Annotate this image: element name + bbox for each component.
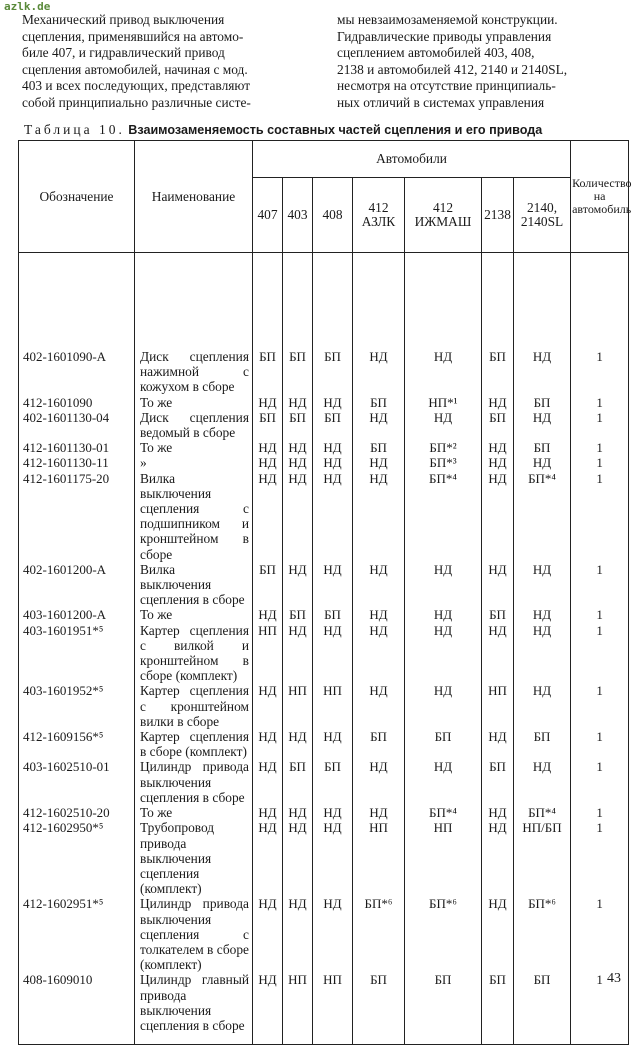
- row-name: Цилиндр главный привода выключения сцепления в сборе: [135, 972, 253, 1045]
- row-value: БП: [405, 972, 482, 1045]
- intro-line: сцеплением автомобилей 403, 408,: [337, 45, 535, 61]
- table-row: [19, 820, 629, 896]
- row-value: НП: [405, 820, 482, 896]
- row-value: НД: [514, 455, 571, 470]
- row-value: НД: [405, 623, 482, 684]
- row-quantity: 1: [571, 253, 629, 395]
- row-name: Цилиндр привода выключения сцепления в сборе: [135, 759, 253, 805]
- row-value: БП*⁴: [514, 805, 571, 820]
- row-code: 412-1602950*⁵: [19, 820, 135, 896]
- row-code: 412-1602951*⁵: [19, 896, 135, 972]
- table-row: [19, 896, 629, 972]
- row-value: НД: [514, 623, 571, 684]
- table-caption: [24, 122, 542, 138]
- row-value: НД: [482, 440, 514, 455]
- row-code: 412-1601130-11: [19, 455, 135, 470]
- row-value: БП: [283, 410, 313, 440]
- header-car: 403: [283, 178, 313, 253]
- row-code: 403-1602510-01: [19, 759, 135, 805]
- row-value: НД: [405, 410, 482, 440]
- row-value: БП*²: [405, 440, 482, 455]
- row-value: БП: [313, 607, 353, 622]
- row-name: Цилиндр привода выключения сцепления с толкателем в сборе (комплект): [135, 896, 253, 972]
- caption-lead: Таблица 10.: [24, 122, 125, 137]
- row-value: БП: [253, 562, 283, 608]
- intro-right-column: [337, 12, 617, 112]
- row-value: НД: [253, 820, 283, 896]
- row-name: То же: [135, 395, 253, 410]
- table-row: [19, 562, 629, 608]
- row-value: НД: [313, 896, 353, 972]
- row-value: НД: [313, 820, 353, 896]
- row-value: БП*⁴: [405, 471, 482, 562]
- row-quantity: 1: [571, 729, 629, 759]
- row-value: НД: [405, 683, 482, 729]
- row-quantity: 1: [571, 972, 629, 1045]
- row-value: БП: [482, 972, 514, 1045]
- row-value: БП: [482, 607, 514, 622]
- row-value: НП*¹: [405, 395, 482, 410]
- table-row: [19, 395, 629, 410]
- row-value: НД: [353, 253, 405, 395]
- row-value: НП: [253, 623, 283, 684]
- row-value: НД: [353, 683, 405, 729]
- row-value: НД: [514, 562, 571, 608]
- row-code: 403-1601951*⁵: [19, 623, 135, 684]
- row-quantity: 1: [571, 410, 629, 440]
- row-value: БП: [514, 729, 571, 759]
- row-value: НД: [353, 410, 405, 440]
- row-code: 412-1601175-20: [19, 471, 135, 562]
- row-quantity: 1: [571, 455, 629, 470]
- row-quantity: 1: [571, 562, 629, 608]
- row-value: БП: [353, 395, 405, 410]
- row-name: »: [135, 455, 253, 470]
- table-row: [19, 410, 629, 440]
- row-quantity: 1: [571, 623, 629, 684]
- row-value: НД: [405, 253, 482, 395]
- interchangeability-table: [18, 140, 632, 1045]
- row-value: НД: [283, 455, 313, 470]
- table-row: [19, 455, 629, 470]
- row-name: Картер сцепления с вилкой и кронштейном в сборе (комплект): [135, 623, 253, 684]
- row-quantity: 1: [571, 820, 629, 896]
- site-watermark: azlk.de: [4, 0, 51, 13]
- table-row: [19, 440, 629, 455]
- row-value: БП: [353, 440, 405, 455]
- row-value: НД: [313, 395, 353, 410]
- row-code: 402-1601090-А: [19, 253, 135, 395]
- row-code: 402-1601130-04: [19, 410, 135, 440]
- row-value: НД: [283, 440, 313, 455]
- row-name: Картер сцепления с кронштейном вилки в сборе: [135, 683, 253, 729]
- header-car: 412 АЗЛК: [353, 178, 405, 253]
- row-value: НД: [283, 395, 313, 410]
- row-quantity: 1: [571, 395, 629, 410]
- row-value: НД: [283, 471, 313, 562]
- intro-line: биле 407, и гидравлический привод: [22, 45, 225, 61]
- table-row: [19, 253, 629, 395]
- row-value: НД: [253, 759, 283, 805]
- row-quantity: 1: [571, 896, 629, 972]
- row-value: БП*⁴: [514, 471, 571, 562]
- row-code: 412-1609156*⁵: [19, 729, 135, 759]
- page-number: 43: [607, 971, 621, 986]
- row-value: НД: [353, 471, 405, 562]
- header-name: Наименование: [135, 141, 253, 253]
- caption-title: Взаимозаменяемость составных частей сцепления и его привода: [128, 123, 543, 137]
- header-car: 2138: [482, 178, 514, 253]
- row-quantity: 1: [571, 683, 629, 729]
- header-designation: Обозначение: [19, 141, 135, 253]
- intro-line: несмотря на отсутствие принципиаль-: [337, 78, 556, 94]
- row-value: НД: [253, 440, 283, 455]
- row-value: НД: [253, 395, 283, 410]
- row-value: БП: [405, 729, 482, 759]
- intro-line: сцепления, применявшийся на автомо-: [22, 28, 244, 44]
- row-value: БП: [353, 972, 405, 1045]
- intro-line: 2138 и автомобилей 412, 2140 и 2140SL,: [337, 61, 568, 77]
- row-value: БП: [253, 410, 283, 440]
- row-value: БП: [313, 759, 353, 805]
- row-value: НД: [482, 395, 514, 410]
- intro-line: 403 и всех последующих, представляют: [22, 78, 251, 94]
- row-value: БП*⁴: [405, 805, 482, 820]
- row-value: НД: [253, 729, 283, 759]
- row-value: НД: [253, 471, 283, 562]
- row-value: НД: [405, 607, 482, 622]
- row-name: Диск сцепления ведомый в сборе: [135, 410, 253, 440]
- row-value: НД: [313, 623, 353, 684]
- row-value: НД: [313, 471, 353, 562]
- header-car: 2140, 2140SL: [514, 178, 571, 253]
- row-value: НД: [353, 759, 405, 805]
- row-value: НД: [405, 562, 482, 608]
- row-value: НД: [353, 623, 405, 684]
- row-value: БП: [514, 440, 571, 455]
- row-quantity: 1: [571, 607, 629, 622]
- row-name: Трубопровод привода выключения сцепления (комплект): [135, 820, 253, 896]
- row-value: БП: [353, 729, 405, 759]
- table-row: [19, 759, 629, 805]
- row-value: БП: [283, 759, 313, 805]
- table-row: [19, 972, 629, 1045]
- row-value: БП: [514, 395, 571, 410]
- row-value: НД: [482, 562, 514, 608]
- row-code: 412-1602510-20: [19, 805, 135, 820]
- row-name: Вилка выключения сцепления с подшипником и кронштейном в сборе: [135, 471, 253, 562]
- row-value: БП: [283, 253, 313, 395]
- row-value: НД: [253, 683, 283, 729]
- row-name: То же: [135, 607, 253, 622]
- table-row: [19, 607, 629, 622]
- row-value: НД: [313, 562, 353, 608]
- row-value: НД: [313, 455, 353, 470]
- row-code: 403-1601952*⁵: [19, 683, 135, 729]
- row-name: Вилка выключения сцепления в сборе: [135, 562, 253, 608]
- row-value: НП: [283, 683, 313, 729]
- table-row: [19, 623, 629, 684]
- row-code: 402-1601200-А: [19, 562, 135, 608]
- row-value: НД: [283, 623, 313, 684]
- row-value: НП: [283, 972, 313, 1045]
- row-value: НП: [482, 683, 514, 729]
- intro-line: Гидравлические приводы управления: [337, 28, 552, 44]
- row-value: НД: [253, 805, 283, 820]
- row-value: НД: [253, 896, 283, 972]
- row-value: БП: [313, 253, 353, 395]
- row-value: БП: [482, 253, 514, 395]
- row-value: НД: [482, 896, 514, 972]
- row-quantity: 1: [571, 440, 629, 455]
- row-value: НД: [405, 759, 482, 805]
- row-value: НД: [482, 805, 514, 820]
- row-value: НД: [514, 410, 571, 440]
- row-value: НД: [514, 759, 571, 805]
- row-value: НД: [253, 972, 283, 1045]
- header-car: 412 ИЖМАШ: [405, 178, 482, 253]
- row-value: НД: [482, 729, 514, 759]
- table-row: [19, 805, 629, 820]
- row-value: НД: [353, 562, 405, 608]
- row-code: 403-1601200-А: [19, 607, 135, 622]
- row-value: НД: [482, 471, 514, 562]
- row-value: НД: [283, 805, 313, 820]
- row-value: НД: [353, 455, 405, 470]
- row-value: БП: [514, 972, 571, 1045]
- row-value: БП*⁶: [353, 896, 405, 972]
- intro-line: Механический привод выключения: [22, 12, 225, 27]
- row-value: БП: [482, 410, 514, 440]
- row-name: То же: [135, 440, 253, 455]
- table-row: [19, 471, 629, 562]
- row-value: НД: [253, 455, 283, 470]
- row-name: Диск сцепления нажимной с кожухом в сборе: [135, 253, 253, 395]
- header-quantity: Количество на автомобиль: [571, 141, 629, 253]
- header-car: 408: [313, 178, 353, 253]
- row-value: БП*⁶: [514, 896, 571, 972]
- row-value: БП: [482, 759, 514, 805]
- row-value: НП: [353, 820, 405, 896]
- row-value: БП: [253, 253, 283, 395]
- row-value: НД: [283, 896, 313, 972]
- row-name: Картер сцепления в сборе (комплект): [135, 729, 253, 759]
- row-value: НД: [313, 440, 353, 455]
- row-value: НД: [353, 607, 405, 622]
- intro-left-column: [22, 12, 312, 112]
- row-value: НД: [353, 805, 405, 820]
- row-quantity: 1: [571, 759, 629, 805]
- row-value: НД: [482, 623, 514, 684]
- header-car: 407: [253, 178, 283, 253]
- row-value: НД: [283, 820, 313, 896]
- row-value: НД: [313, 729, 353, 759]
- row-quantity: 1: [571, 805, 629, 820]
- row-value: НД: [482, 820, 514, 896]
- row-value: НП: [313, 972, 353, 1045]
- row-value: НД: [283, 729, 313, 759]
- row-value: НД: [514, 253, 571, 395]
- row-code: 412-1601090: [19, 395, 135, 410]
- header-cars-group: Автомобили: [253, 141, 571, 178]
- row-value: НД: [482, 455, 514, 470]
- row-code: 412-1601130-01: [19, 440, 135, 455]
- row-name: То же: [135, 805, 253, 820]
- row-value: БП*⁶: [405, 896, 482, 972]
- row-value: БП: [313, 410, 353, 440]
- row-value: БП*³: [405, 455, 482, 470]
- intro-line: мы невзаимозаменяемой конструкции.: [337, 12, 558, 27]
- row-value: НД: [514, 607, 571, 622]
- intro-line: собой принципиально различные систе-: [22, 94, 251, 110]
- row-value: НД: [253, 607, 283, 622]
- row-value: БП: [283, 607, 313, 622]
- row-value: НП/БП: [514, 820, 571, 896]
- row-value: НП: [313, 683, 353, 729]
- row-quantity: 1: [571, 471, 629, 562]
- row-code: 408-1609010: [19, 972, 135, 1045]
- row-value: НД: [313, 805, 353, 820]
- row-value: НД: [514, 683, 571, 729]
- row-value: НД: [283, 562, 313, 608]
- intro-line: сцепления автомобилей, начиная с мод.: [22, 61, 248, 77]
- table-row: [19, 683, 629, 729]
- intro-line: ных отличий в системах управления: [337, 94, 545, 110]
- table-row: [19, 729, 629, 759]
